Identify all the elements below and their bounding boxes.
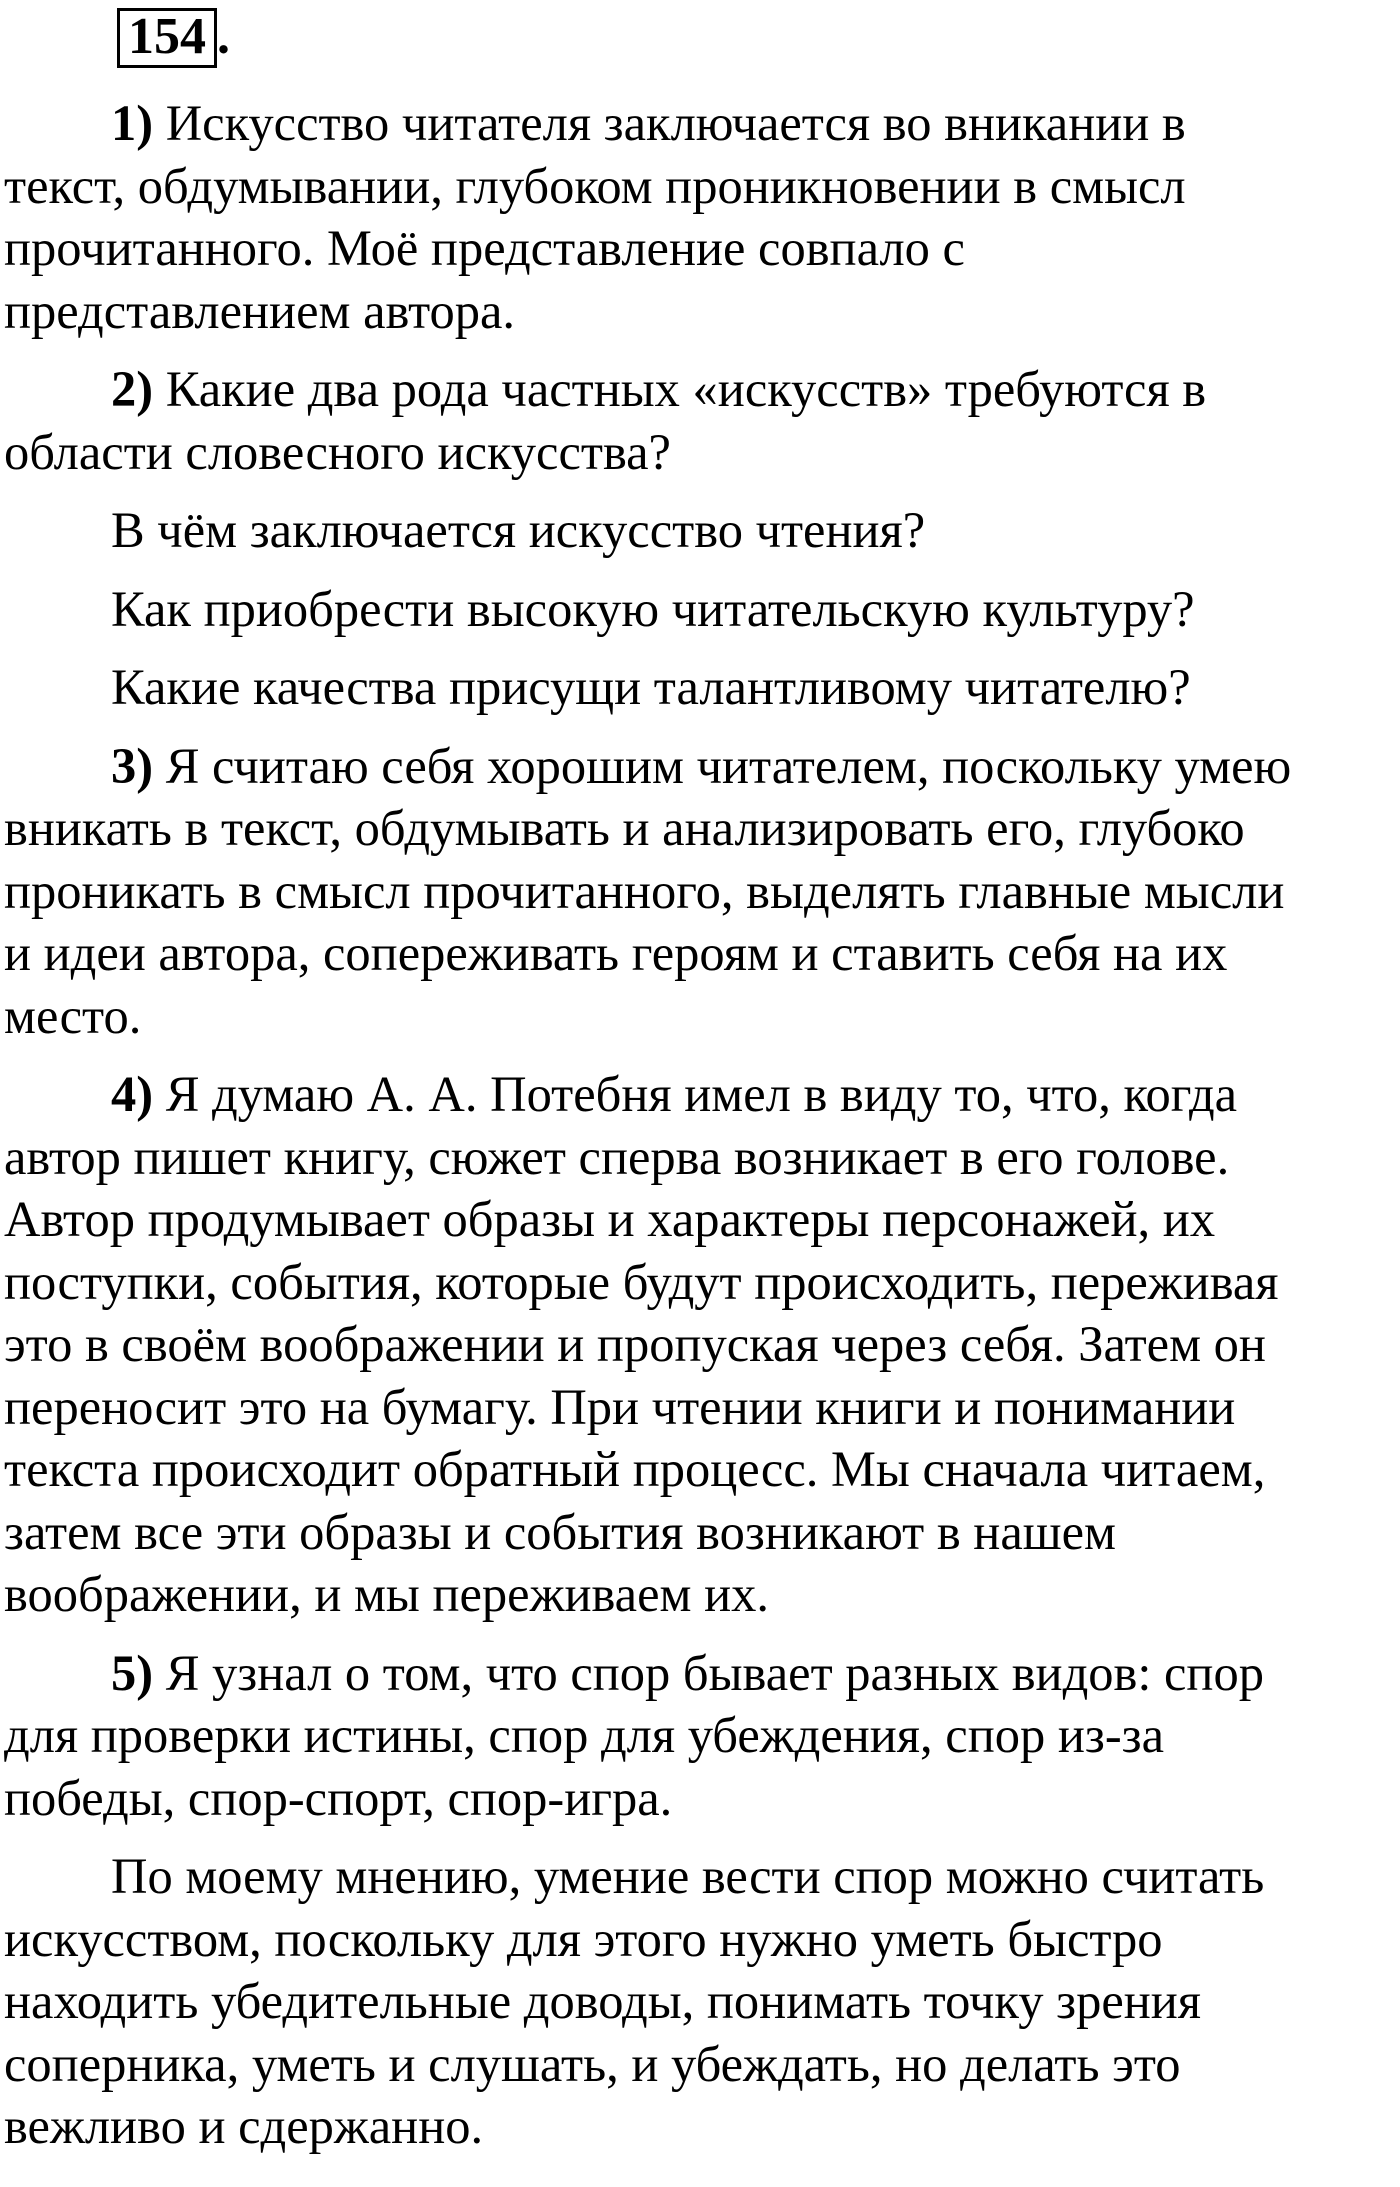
exercise-number-value: 154	[128, 8, 206, 65]
item-marker: 2)	[111, 361, 154, 417]
exercise-number-box	[117, 8, 217, 68]
paragraph-5	[4, 1642, 1394, 1830]
paragraph-4	[4, 1063, 1394, 1626]
question-2	[4, 578, 1394, 641]
paragraph-text: Искусство читателя заключается во вникании в текст, обдумывании, глубоком проникновении в смысл прочитанного. Моё представление совпало с представлением автора.	[4, 95, 1186, 339]
question-3	[4, 656, 1394, 719]
paragraph-2	[4, 358, 1394, 483]
paragraph-text: Я думаю А. А. Потебня имел в виду то, что, когда автор пишет книгу, сюжет сперва возникает в его голове. Автор продумывает образы и характеры персонажей, их поступки, события, которые будут происходить, переживая это в своём воображении и пропуская через себя. Затем он переносит это на бумагу. При чтении книги и понимании текста происходит обратный процесс. Мы сначала читаем, затем все эти образы и события возникают в нашем воображении, и мы переживаем их.	[4, 1066, 1279, 1622]
paragraph-1	[4, 92, 1394, 342]
paragraph-text: Я считаю себя хорошим читателем, поскольку умею вникать в текст, обдумывать и анализировать его, глубоко проникать в смысл прочитанного, выделять главные мысли и идеи автора, сопереживать героям и ставить себя на их место.	[4, 737, 1292, 1044]
item-marker: 1)	[111, 95, 154, 151]
paragraph-text: Какие качества присущи талантливому читателю?	[111, 659, 1191, 715]
paragraph-text: Какие два рода частных «искусств» требуются в области словесного искусства?	[4, 361, 1207, 480]
paragraph-6	[4, 1845, 1394, 2158]
item-marker: 4)	[111, 1066, 154, 1122]
paragraph-3	[4, 735, 1394, 1048]
exercise-number-suffix: .	[217, 8, 230, 65]
exercise-number	[117, 8, 230, 68]
paragraph-text: Как приобрести высокую читательскую культуру?	[111, 580, 1195, 637]
paragraph-text: В чём заключается искусство чтения?	[111, 502, 926, 558]
item-marker: 5)	[111, 1644, 154, 1701]
paragraph-text: Я узнал о том, что спор бывает разных видов: спор для проверки истины, спор для убеждения, спор из-за победы, спор-спорт, спор-игра.	[4, 1644, 1264, 1826]
item-marker: 3)	[111, 737, 154, 794]
paragraph-text: По моему мнению, умение вести спор можно считать искусством, поскольку для этого нужно уметь быстро находить убедительные доводы, понимать точку зрения соперника, уметь и слушать, и убеждать, но делать это вежливо и сдержанно.	[4, 1848, 1265, 2154]
answer-text	[4, 92, 1394, 2174]
question-1	[4, 499, 1394, 562]
